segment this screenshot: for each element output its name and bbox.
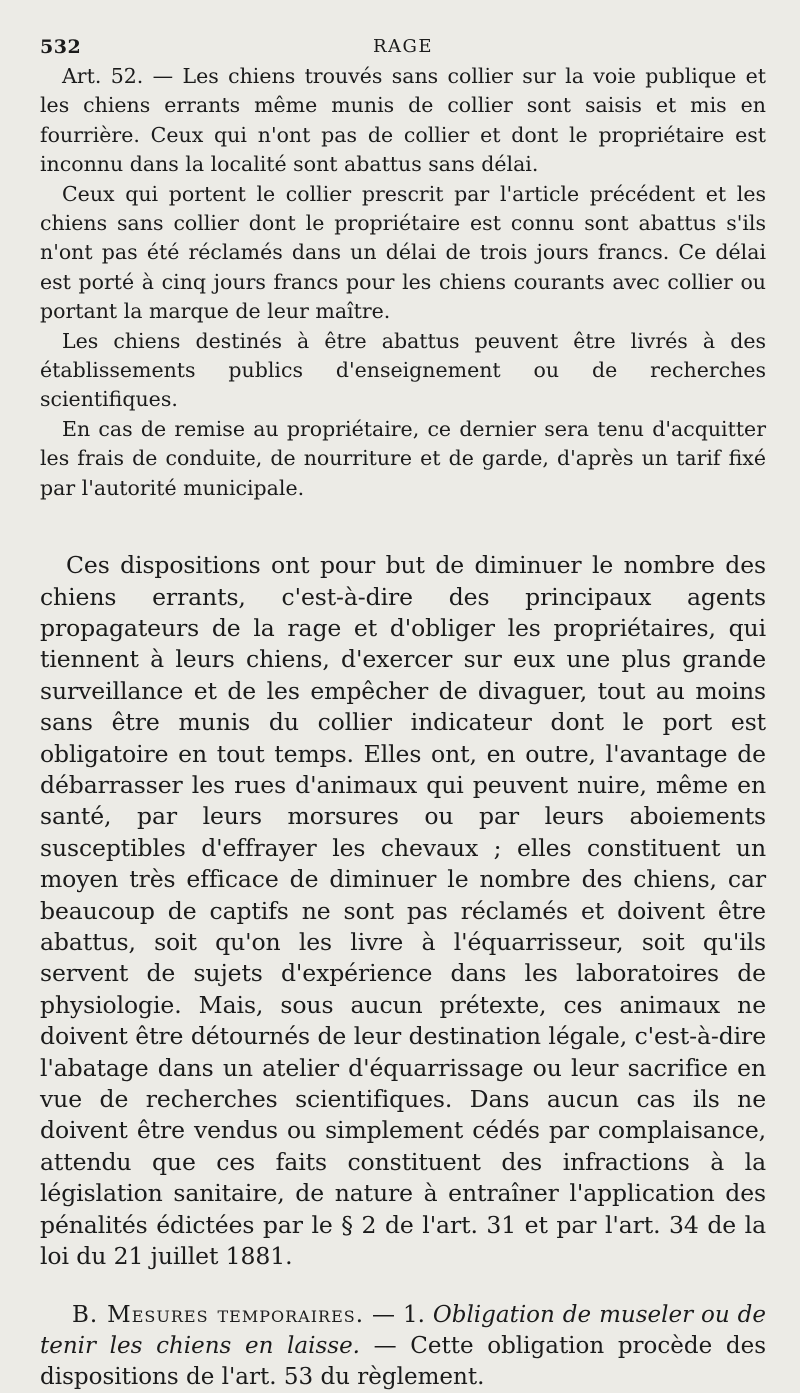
- section-b-paragraph: [40, 1300, 766, 1393]
- commentary-paragraph: Ces dispositions ont pour but de diminuer le nombre des chiens errants, c'est-à-dire des principaux agents propagateurs de la rage et d'obliger les propriétaires, qui tiennent à leurs chiens, d'exercer sur eux une plus grande surveillance et de les empêcher de divaguer, tout au moins sans être munis du collier indicateur dont le port est obligatoire en tout temps. Elles ont, en outre, l'avantage de débarrasser les rues d'animaux qui peuvent nuire, même en santé, par leurs morsures ou par leurs aboiements susceptibles d'effrayer les chevaux ; elles constituent un moyen très efficace de diminuer le nombre des chiens, car beaucoup de captifs ne sont pas réclamés et doivent être abattus, soit qu'on les livre à l'équarrisseur, soit qu'ils servent de sujets d'expérience dans les laboratoires de physiologie. Mais, sous aucun prétexte, ces animaux ne doivent être détournés de leur destination légale, c'est-à-dire l'abatage dans un atelier d'équarrissage ou leur sacrifice en vue de recherches scientifiques. Dans aucun cas ils ne doivent être vendus ou simplement cédés par complaisance, attendu que ces faits constituent des infractions à la législation sanitaire, de nature à entraîner l'application des pénalités édictées par le § 2 de l'art. 31 et par l'art. 34 de la loi du 21 juillet 1881.: [40, 551, 766, 1271]
- section-b-block: [40, 1300, 766, 1393]
- article-52-block: [40, 62, 766, 503]
- article-paragraph-1: [40, 62, 766, 180]
- section-b-text: Cette obligation procède des dispositions de l'art. 53 du règlement.: [40, 1333, 767, 1391]
- running-head: [40, 0, 766, 62]
- section-b-dash-2: —: [360, 1333, 411, 1360]
- section-spacer: [40, 1272, 766, 1300]
- article-label: Art. 52.: [62, 64, 144, 88]
- section-spacer: [40, 503, 766, 550]
- article-paragraph-4: En cas de remise au propriétaire, ce dernier sera tenu d'acquitter les frais de conduite, de nourriture et de garde, d'après un tarif fixé par l'autorité municipale.: [40, 416, 766, 500]
- section-b-dash-1: —: [364, 1302, 403, 1329]
- section-b-number: 1.: [402, 1302, 433, 1329]
- article-paragraph-3: Les chiens destinés à être abattus peuvent être livrés à des établissements publics d'enseignement ou de recherches scientifiques.: [40, 328, 766, 412]
- commentary-block: [40, 550, 766, 1272]
- section-b-italic-title: Obligation de museler ou de tenir les chiens en laisse.: [40, 1302, 766, 1360]
- running-title: RAGE: [372, 36, 434, 57]
- article-dash: —: [143, 64, 183, 88]
- section-b-label: B. Mesures temporaires.: [72, 1302, 365, 1329]
- article-paragraph-2: Ceux qui portent le collier prescrit par l'article précédent et les chiens sans collier dont le propriétaire est connu sont abattus s'ils n'ont pas été réclamés dans un délai de trois jours francs. Ce délai est porté à cinq jours francs pour les chiens courants avec collier ou portant la marque de leur maître.: [40, 181, 766, 324]
- page-number: 532: [40, 36, 82, 58]
- article-text-1: Les chiens trouvés sans collier sur la voie publique et les chiens errants même munis de collier sont saisis et mis en fourrière. Ceux qui n'ont pas de collier et dont le propriétaire est inconnu dans la localité sont abattus sans délai.: [40, 64, 766, 177]
